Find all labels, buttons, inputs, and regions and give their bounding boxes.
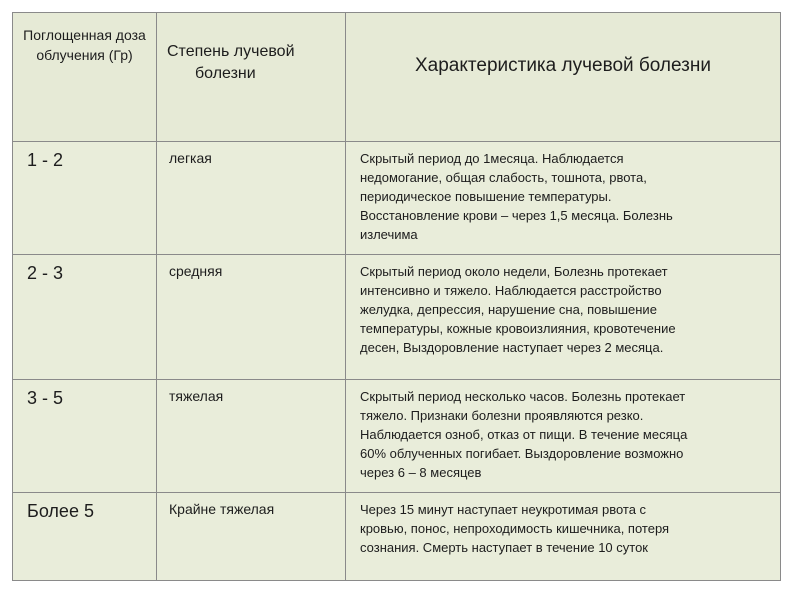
description-line: Восстановление крови – через 1,5 месяца. Болезнь	[360, 208, 673, 223]
table-header-row	[13, 13, 781, 142]
slide	[12, 12, 780, 580]
dose-cell: 1 - 2	[13, 142, 157, 255]
description-line: недомогание, общая слабость, тошнота, рвота,	[360, 170, 647, 185]
description-line: интенсивно и тяжело. Наблюдается расстройство	[360, 283, 662, 298]
header-degree	[157, 13, 346, 142]
description-cell	[346, 380, 781, 493]
description-line: тяжело. Признаки болезни проявляются резко.	[360, 408, 644, 423]
description-line: через 6 – 8 месяцев	[360, 465, 482, 480]
table-row	[13, 493, 781, 581]
radiation-sickness-table	[12, 12, 781, 581]
degree-cell: легкая	[157, 142, 346, 255]
description-line: десен, Выздоровление наступает через 2 месяца.	[360, 340, 664, 355]
header-degree-line1: Степень лучевой	[167, 43, 295, 60]
table-row	[13, 142, 781, 255]
description-line: кровью, понос, непроходимость кишечника, потеря	[360, 521, 670, 536]
degree-cell: средняя	[157, 255, 346, 380]
description-line: излечима	[360, 227, 418, 242]
header-degree-line2: болезни	[195, 65, 256, 82]
description-line: периодическое повышение температуры.	[360, 189, 612, 204]
table-row	[13, 380, 781, 493]
dose-cell: Более 5	[13, 493, 157, 581]
description-line: Через 15 минут наступает неукротимая рвота с	[360, 502, 647, 517]
degree-cell: Крайне тяжелая	[157, 493, 346, 581]
header-characteristic: Характеристика лучевой болезни	[346, 13, 781, 142]
description-line: Наблюдается озноб, отказ от пищи. В течение месяца	[360, 427, 688, 442]
degree-cell: тяжелая	[157, 380, 346, 493]
description-line: температуры, кожные кровоизлияния, кровотечение	[360, 321, 676, 336]
description-cell	[346, 255, 781, 380]
description-line: Скрытый период около недели, Болезнь протекает	[360, 264, 668, 279]
description-cell	[346, 493, 781, 581]
description-line: Скрытый период несколько часов. Болезнь протекает	[360, 389, 686, 404]
table-row	[13, 255, 781, 380]
dose-cell: 2 - 3	[13, 255, 157, 380]
dose-cell: 3 - 5	[13, 380, 157, 493]
description-cell	[346, 142, 781, 255]
description-line: Скрытый период до 1месяца. Наблюдается	[360, 151, 624, 166]
description-line: сознания. Смерть наступает в течение 10 суток	[360, 540, 648, 555]
header-dose: Поглощенная доза облучения (Гр)	[13, 13, 157, 142]
description-line: 60% облученных погибает. Выздоровление возможно	[360, 446, 684, 461]
description-line: желудка, депрессия, нарушение сна, повышение	[360, 302, 657, 317]
